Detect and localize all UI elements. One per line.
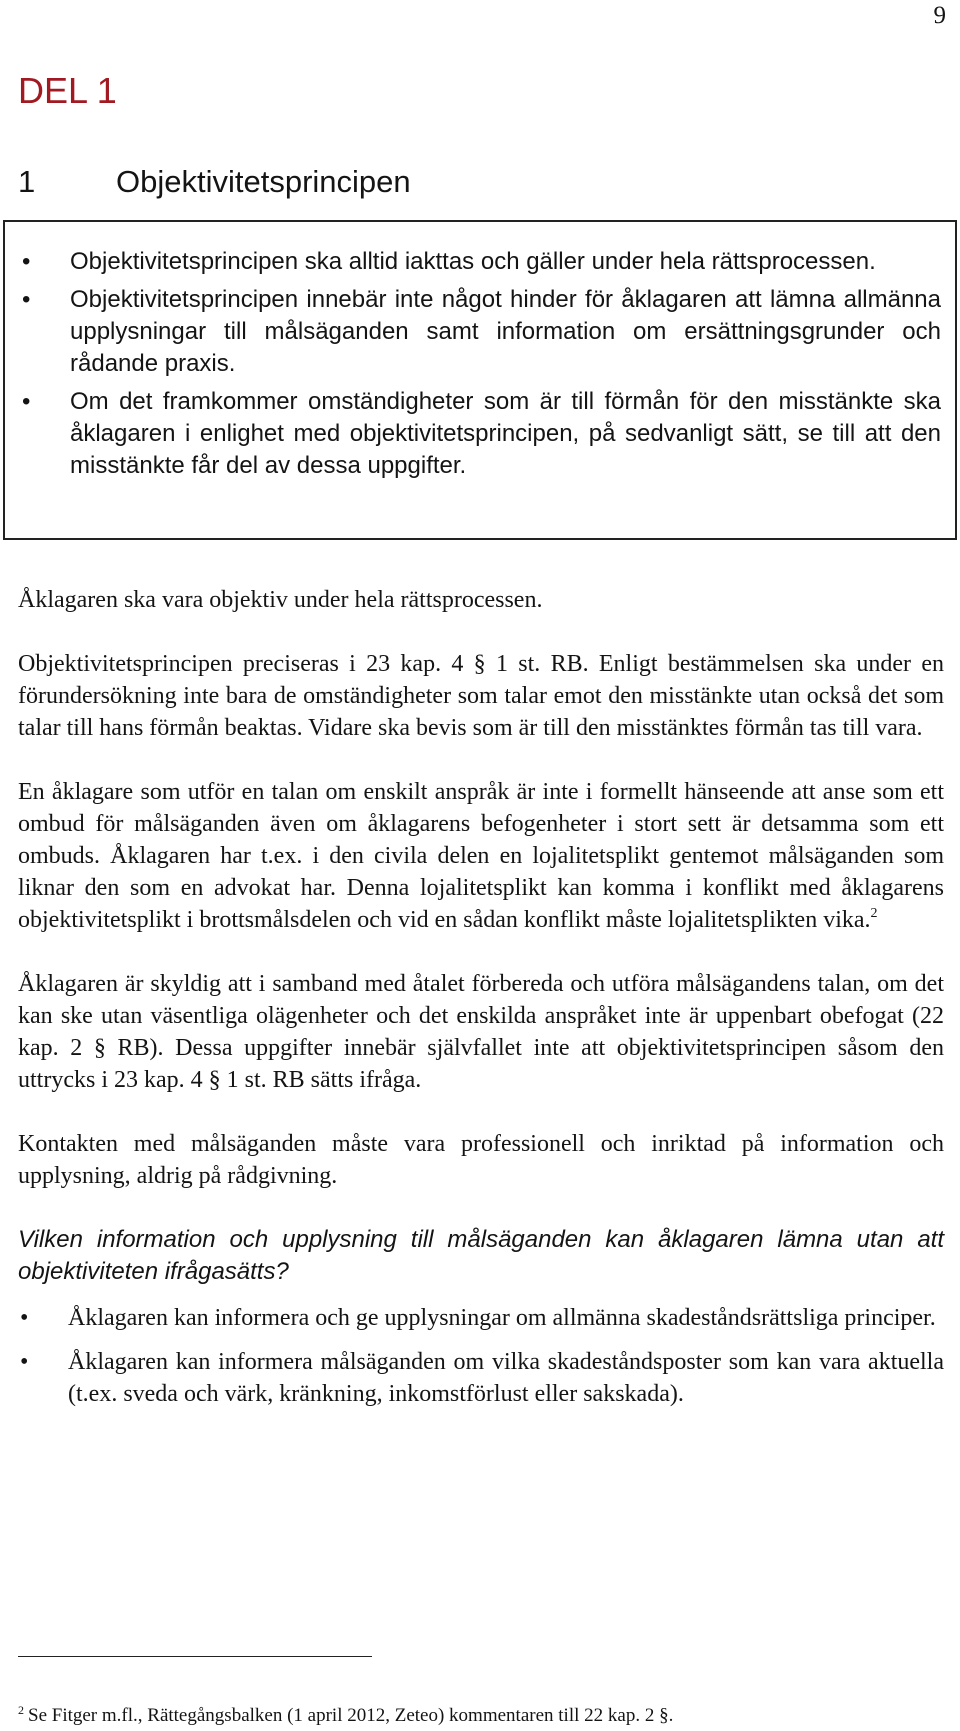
answer-list <box>18 1302 944 1410</box>
summary-bullet-text: Objektivitetsprincipen ska alltid iakttas och gäller under hela rättsprocessen. <box>70 248 876 275</box>
section-title: Objektivitetsprincipen <box>116 164 411 199</box>
paragraph: Åklagaren är skyldig att i samband med åtalet förbereda och utföra målsägandens talan, om det kan ske utan väsentliga olägenheter och det enskilda anspråket inte är uppenbart obefogat (22 kap. 2 § RB). Dessa uppgifter innebär självfallet inte att objektivitetsprincipen såsom den uttrycks i 23 kap. 4 § 1 st. RB sätts ifråga. <box>18 971 944 1093</box>
summary-bullet <box>20 246 941 278</box>
summary-box <box>3 220 957 540</box>
footnote-number: 2 <box>18 1703 24 1717</box>
paragraph-text: En åklagare som utför en talan om enskilt anspråk är inte i formellt hänseende att anse som ett ombud för målsäganden även om åklagarens befogenheter i stort sett är detsamma som ett ombuds. Åklagaren har t.ex. i den civila delen en lojalitetsplikt gentemot målsäganden som liknar den som en advokat har. Denna lojalitetsplikt kan komma i konflikt med åklagarens objektivitetsplikt i brottsmålsdelen och vid en sådan konflikt måste lojalitetsplikten vika. <box>18 779 944 933</box>
answer-bullet-text: Åklagaren kan informera målsäganden om vilka skadeståndsposter som kan vara aktuella (t.ex. sveda och värk, kränkning, inkomstförlust eller sakskada). <box>68 1349 944 1407</box>
section-heading <box>18 164 411 200</box>
bullet-icon: • <box>22 388 31 415</box>
question-heading: Vilken information och upplysning till målsäganden kan åklagaren lämna utan att objektiviteten ifrågasätts? <box>18 1226 944 1285</box>
paragraph: Objektivitetsprincipen preciseras i 23 kap. 4 § 1 st. RB. Enligt bestämmelsen ska under en förundersökning inte bara de omständigheter som talar emot den misstänkte utan också det som talar till hans förmån beaktas. Vidare ska bevis som är till den misstänktes förmån tas till vara. <box>18 651 944 741</box>
paragraph: Åklagaren ska vara objektiv under hela rättsprocessen. <box>18 587 543 613</box>
footnote-reference[interactable]: 2 <box>870 906 878 921</box>
footnote <box>18 1704 673 1728</box>
paragraph: Kontakten med målsäganden måste vara professionell och inriktad på information och upplysning, aldrig på rådgivning. <box>18 1131 944 1189</box>
page-number: 9 <box>933 2 946 29</box>
footnote-text: Se Fitger m.fl., Rättegångsbalken (1 april 2012, Zeteo) kommentaren till 22 kap. 2 §. <box>28 1705 674 1726</box>
bullet-icon: • <box>22 248 31 275</box>
footnote-divider <box>18 1656 372 1657</box>
bullet-icon: • <box>20 1305 29 1331</box>
summary-list <box>5 222 955 482</box>
body-text <box>18 584 944 1422</box>
answer-bullet <box>18 1302 944 1334</box>
bullet-icon: • <box>22 286 31 313</box>
summary-bullet-text: Objektivitetsprincipen innebär inte något hinder för åklagaren att lämna allmänna upplysningar till målsäganden samt information om ersättningsgrunder och rådande praxis. <box>70 286 941 377</box>
answer-bullet-text: Åklagaren kan informera och ge upplysningar om allmänna skadeståndsrättsliga principer. <box>68 1305 936 1331</box>
summary-bullet-text: Om det framkommer omständigheter som är till förmån för den misstänkte ska åklagaren i enlighet med objektivitetsprincipen, på sedvanligt sätt, se till att den misstänkte får del av dessa uppgifter. <box>70 388 941 479</box>
answer-bullet <box>18 1346 944 1410</box>
part-title: DEL 1 <box>18 70 117 111</box>
summary-bullet <box>20 284 941 380</box>
bullet-icon: • <box>20 1349 29 1375</box>
paragraph <box>18 776 944 936</box>
section-number: 1 <box>18 164 36 199</box>
summary-bullet <box>20 386 941 482</box>
